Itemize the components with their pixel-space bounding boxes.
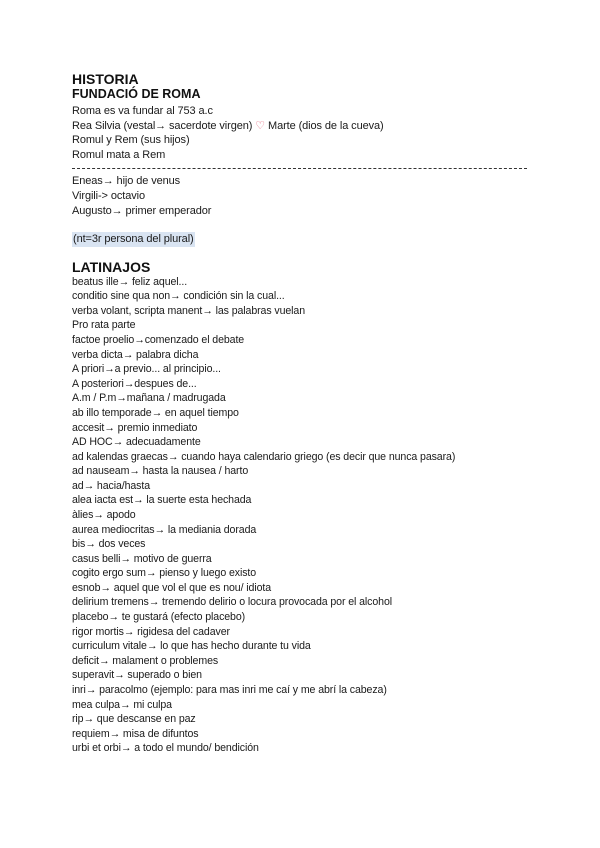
historia-line: Roma es va fundar al 753 a.c (72, 105, 213, 117)
latinajo-item: àlies→ apodo (72, 509, 136, 521)
latinajo-item: factoe proelio→comenzado el debate (72, 334, 245, 347)
latinajo-item: alea iacta est→ la suerte esta hechada (72, 494, 252, 507)
latinajo-item: conditio sine qua non→ condición sin la cual... (72, 290, 285, 303)
rea-silvia-line (72, 119, 532, 134)
latinajo-item: verba dicta→ palabra dicha (72, 348, 199, 361)
latinajo-item: ab illo temporade→ en aquel tiempo (72, 406, 239, 419)
latinajo-item: verba volant, scripta manent→ las palabras vuelan (72, 304, 305, 317)
spacer (72, 218, 532, 232)
latinajo-item: A posteriori→despues de... (72, 377, 197, 390)
latinajo-item: Pro rata parte (72, 319, 136, 332)
heart-icon: ♡ (255, 119, 266, 132)
spacer (72, 247, 532, 260)
latinajo-item: bis→ dos veces (72, 538, 146, 551)
historia-line: Romul mata a Rem (72, 148, 166, 161)
latinajo-item: esnob→ aquel que vol el que es nou/ idiota (72, 581, 271, 594)
latinajo-item: A priori→a previo... al principio... (72, 363, 221, 376)
latinajo-item: cogito ergo sum→ pienso y luego existo (72, 567, 257, 580)
latinajo-item: ad kalendas graecas→ cuando haya calendario griego (es decir que nunca pasara) (72, 450, 456, 463)
rea-silvia-suffix: Marte (dios de la cueva) (265, 119, 384, 132)
latinajo-item: ad→ hacia/hasta (72, 479, 151, 492)
note-line (72, 232, 532, 247)
historia-title: HISTORIA (72, 71, 139, 87)
latinajo-item: requiem→ misa de difuntos (72, 727, 199, 740)
latinajo-item: AD HOC→ adecuadamente (72, 436, 201, 449)
latinajo-item: deficit→ malament o problemes (72, 654, 219, 667)
latinajo-item: curriculum vitale→ lo que has hecho durante tu vida (72, 640, 311, 653)
latinajo-item: ad nauseam→ hasta la nausea / harto (72, 465, 249, 478)
latinajo-item: accesit→ premio inmediato (72, 421, 198, 434)
latinajo-item: urbi et orbi→ a todo el mundo/ bendición (72, 742, 259, 755)
latinajos-title: LATINAJOS (72, 258, 151, 275)
latinajo-item: casus belli→ motivo de guerra (72, 552, 212, 565)
latinajo-item: delirium tremens→ tremendo delirio o locura provocada por el alcohol (72, 596, 393, 609)
latinajos-list (72, 275, 532, 756)
historia-line: Eneas→ hijo de venus (72, 175, 181, 188)
dashed-divider (72, 168, 527, 169)
latinajo-item: rip→ que descanse en paz (72, 713, 196, 726)
latinajo-item: mea culpa→ mi culpa (72, 698, 172, 711)
latinajo-item: superavit→ superado o bien (72, 669, 202, 682)
historia-subtitle: FUNDACIÓ DE ROMA (72, 87, 201, 101)
historia-line: Virgili-> octavio (72, 189, 145, 202)
latinajo-item: aurea mediocritas→ la mediania dorada (72, 523, 257, 536)
document-page (72, 72, 532, 756)
latinajo-item: inri→ paracolmo (ejemplo: para mas inri me caí y me abrí la cabeza) (72, 683, 387, 696)
latinajo-item: placebo→ te gustará (efecto placebo) (72, 611, 246, 624)
highlighted-note: (nt=3r persona del plural) (73, 233, 194, 246)
historia-line: Augusto→ primer emperador (72, 204, 212, 217)
latinajo-item: A.m / P.m→mañana / madrugada (72, 392, 226, 405)
latinajo-item: rigor mortis→ rigidesa del cadaver (72, 625, 230, 638)
latinajo-item: beatus ille→ feliz aquel... (72, 275, 188, 288)
rea-silvia-prefix: Rea Silvia (vestal→ sacerdote virgen) (72, 119, 256, 132)
historia-line: Romul y Rem (sus hijos) (72, 134, 190, 147)
